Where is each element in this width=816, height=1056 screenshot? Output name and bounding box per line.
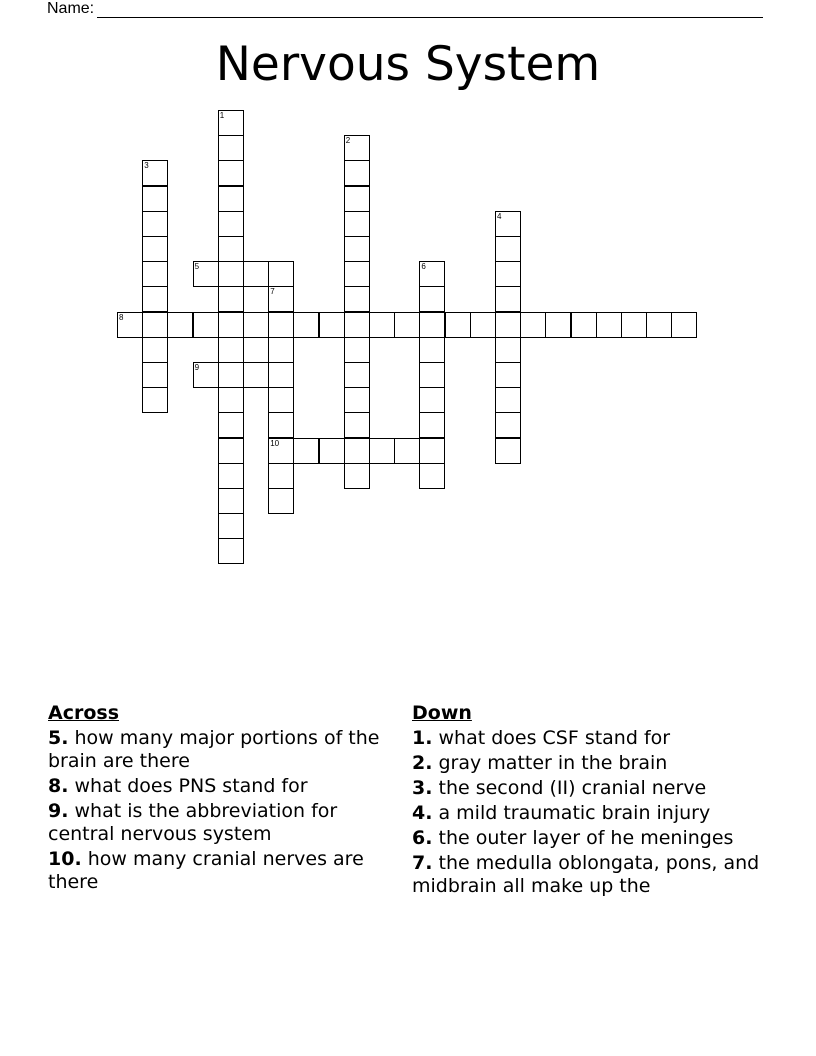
grid-cell[interactable] [571, 312, 597, 338]
grid-cell[interactable] [268, 387, 294, 413]
clue-number-label: 3 [144, 161, 149, 171]
grid-cell[interactable] [621, 312, 647, 338]
grid-cell[interactable] [344, 337, 370, 363]
grid-cell[interactable] [495, 337, 521, 363]
grid-cell[interactable] [445, 312, 471, 338]
clue-number-label: 2 [345, 136, 351, 146]
grid-cell[interactable] [218, 186, 244, 212]
grid-cell[interactable] [117, 312, 143, 338]
clue-number-label: 10 [270, 438, 280, 448]
clue-number: 3. [412, 777, 433, 799]
grid-cell[interactable] [419, 261, 445, 287]
clue-number: 2. [412, 752, 433, 774]
grid-cell[interactable] [142, 286, 168, 312]
grid-cell[interactable] [495, 312, 521, 338]
clue-text: how many major portions of the brain are there [48, 727, 380, 772]
grid-cell[interactable] [268, 337, 294, 363]
clue-text: what does CSF stand for [432, 727, 671, 749]
grid-cell[interactable] [218, 412, 244, 438]
clue-text: a mild traumatic brain injury [432, 802, 711, 824]
grid-cell[interactable] [369, 312, 395, 338]
grid-cell[interactable] [193, 312, 219, 338]
grid-cell[interactable] [319, 438, 345, 464]
across-clue [48, 775, 393, 798]
down-clue [412, 727, 772, 750]
grid-cell[interactable] [268, 463, 294, 489]
clue-number-label: 7 [270, 287, 275, 297]
grid-cell[interactable] [495, 438, 521, 464]
down-clue [412, 777, 772, 800]
grid-cell[interactable] [193, 362, 219, 388]
across-clue [48, 800, 393, 846]
grid-cell[interactable] [419, 312, 445, 338]
grid-cell[interactable] [268, 412, 294, 438]
grid-cell[interactable] [671, 312, 697, 338]
grid-cell[interactable] [268, 488, 294, 514]
clue-number-label: 9 [194, 363, 200, 372]
grid-cell[interactable] [243, 362, 269, 388]
grid-cell[interactable] [142, 312, 168, 338]
grid-cell[interactable] [218, 236, 244, 262]
grid-cell[interactable] [495, 236, 521, 262]
grid-cell[interactable] [344, 312, 370, 338]
grid-cell[interactable] [419, 362, 445, 388]
clue-number: 7. [412, 852, 433, 874]
grid-cell[interactable] [218, 312, 244, 338]
grid-cell[interactable] [495, 387, 521, 413]
grid-cell[interactable] [193, 261, 219, 287]
down-clue [412, 752, 772, 775]
grid-cell[interactable] [520, 312, 546, 338]
clue-number: 8. [48, 775, 69, 797]
clue-text: the second (II) cranial nerve [432, 777, 707, 799]
clue-number-label: 4 [497, 211, 502, 221]
across-clue [48, 727, 393, 773]
grid-cell[interactable] [419, 438, 445, 464]
grid-cell[interactable] [268, 438, 294, 464]
grid-cell[interactable] [243, 312, 269, 338]
name-label: Name: [47, 0, 95, 17]
grid-cell[interactable] [419, 463, 445, 489]
grid-cell[interactable] [218, 362, 244, 388]
across-clues [48, 702, 393, 896]
grid-cell[interactable] [545, 312, 571, 338]
grid-cell[interactable] [344, 387, 370, 413]
down-clue [412, 802, 772, 825]
grid-cell[interactable] [646, 312, 672, 338]
clue-number-label: 5 [194, 262, 200, 272]
grid-cell[interactable] [167, 312, 193, 338]
grid-cell[interactable] [218, 513, 244, 539]
grid-cell[interactable] [344, 286, 370, 312]
down-heading: Down [412, 702, 472, 724]
down-clues [412, 702, 772, 900]
clue-text: the outer layer of he meninges [432, 827, 734, 849]
grid-cell[interactable] [142, 236, 168, 262]
grid-cell[interactable] [218, 135, 244, 161]
grid-cell[interactable] [218, 160, 244, 186]
grid-cell[interactable] [394, 312, 420, 338]
clue-number-label: 6 [421, 262, 426, 272]
grid-cell[interactable] [495, 362, 521, 388]
grid-cell[interactable] [218, 387, 244, 413]
grid-cell[interactable] [218, 286, 244, 312]
grid-cell[interactable] [268, 261, 294, 287]
clue-text: what does PNS stand for [68, 775, 308, 797]
grid-cell[interactable] [419, 387, 445, 413]
grid-cell[interactable] [293, 312, 319, 338]
grid-cell[interactable] [344, 463, 370, 489]
clue-text: the medulla oblongata, pons, and midbrain all make up the [412, 852, 760, 897]
grid-cell[interactable] [344, 438, 370, 464]
grid-cell[interactable] [470, 312, 496, 338]
clue-text: what is the abbreviation for central nervous system [48, 800, 338, 845]
clue-number-label: 1 [219, 111, 225, 120]
grid-cell[interactable] [243, 261, 269, 287]
grid-cell[interactable] [218, 211, 244, 237]
grid-cell[interactable] [142, 211, 168, 237]
across-clue [48, 848, 393, 894]
grid-cell[interactable] [142, 186, 168, 212]
grid-cell[interactable] [142, 261, 168, 287]
grid-cell[interactable] [218, 110, 244, 136]
grid-cell[interactable] [596, 312, 622, 338]
down-clue [412, 852, 772, 898]
clue-number: 10. [48, 848, 82, 870]
grid-cell[interactable] [142, 160, 168, 186]
grid-cell[interactable] [419, 286, 445, 312]
grid-cell[interactable] [495, 412, 521, 438]
grid-cell[interactable] [495, 286, 521, 312]
grid-cell[interactable] [495, 261, 521, 287]
grid-cell[interactable] [218, 261, 244, 287]
grid-cell[interactable] [218, 488, 244, 514]
grid-cell[interactable] [344, 261, 370, 287]
grid-cell[interactable] [369, 438, 395, 464]
grid-cell[interactable] [495, 211, 521, 237]
grid-cell[interactable] [394, 438, 420, 464]
clue-number: 9. [48, 800, 69, 822]
clue-text: how many cranial nerves are there [48, 848, 364, 893]
grid-cell[interactable] [218, 463, 244, 489]
clue-number-label: 8 [119, 312, 124, 322]
across-heading: Across [48, 702, 120, 724]
grid-cell[interactable] [419, 412, 445, 438]
grid-cell[interactable] [218, 538, 244, 564]
grid-cell[interactable] [344, 412, 370, 438]
grid-cell[interactable] [344, 186, 370, 212]
grid-cell[interactable] [293, 438, 319, 464]
grid-cell[interactable] [319, 312, 345, 338]
grid-cell[interactable] [218, 337, 244, 363]
clue-number: 5. [48, 727, 69, 749]
clue-number: 1. [412, 727, 433, 749]
grid-cell[interactable] [344, 160, 370, 186]
grid-cell[interactable] [142, 337, 168, 363]
grid-cell[interactable] [419, 337, 445, 363]
grid-cell[interactable] [268, 362, 294, 388]
clue-number: 4. [412, 802, 433, 824]
grid-cell[interactable] [344, 362, 370, 388]
down-clue [412, 827, 772, 850]
grid-cell[interactable] [142, 387, 168, 413]
grid-cell[interactable] [344, 135, 370, 161]
clue-text: gray matter in the brain [432, 752, 668, 774]
grid-cell[interactable] [268, 286, 294, 312]
grid-cell[interactable] [218, 438, 244, 464]
grid-cell[interactable] [344, 211, 370, 237]
puzzle-title: Nervous System [215, 37, 601, 92]
grid-cell[interactable] [344, 236, 370, 262]
grid-cell[interactable] [142, 362, 168, 388]
grid-cell[interactable] [268, 312, 294, 338]
clue-number: 6. [412, 827, 433, 849]
